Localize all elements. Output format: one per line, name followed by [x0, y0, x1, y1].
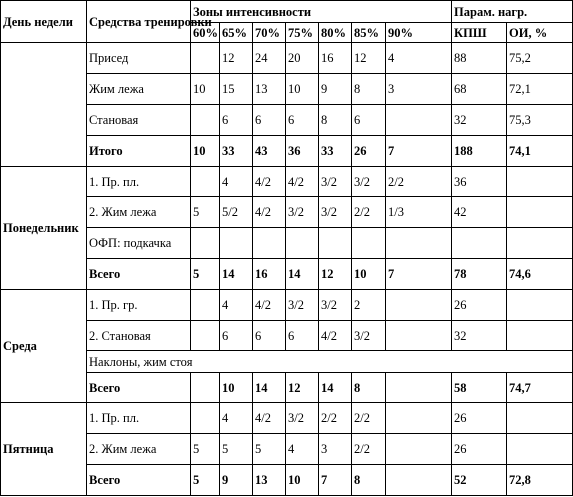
kpsh-cell	[452, 228, 507, 259]
exercise-name: 2. Жим лежа	[87, 434, 191, 465]
zone-cell: 33	[319, 135, 352, 166]
header-zones: Зоны интенсивности	[191, 1, 452, 23]
zone-col-header: 75%	[286, 23, 319, 43]
zone-cell: 6	[352, 105, 386, 136]
zone-cell: 4	[220, 166, 253, 197]
kpsh-cell: 88	[452, 43, 507, 74]
zone-cell: 4/2	[319, 320, 352, 351]
oi-cell: 74,6	[507, 259, 573, 290]
zone-cell: 9	[319, 74, 352, 105]
zone-cell: 6	[253, 105, 286, 136]
zone-cell: 14	[220, 259, 253, 290]
zone-cell	[386, 105, 452, 136]
total-row	[1, 372, 573, 403]
table-row	[1, 197, 573, 228]
zone-cell: 4/2	[253, 403, 286, 434]
zone-col-header: 70%	[253, 23, 286, 43]
exercise-name: Жим лежа	[87, 74, 191, 105]
zone-cell: 8	[319, 105, 352, 136]
oi-cell: 72,1	[507, 74, 573, 105]
table-row	[1, 289, 573, 320]
zone-cell: 7	[386, 259, 452, 290]
zone-cell	[286, 228, 319, 259]
exercise-name: 1. Пр. пл.	[87, 403, 191, 434]
zone-cell: 10	[352, 259, 386, 290]
zone-cell: 13	[253, 465, 286, 496]
oi-cell: 75,3	[507, 105, 573, 136]
zone-cell: 10	[286, 465, 319, 496]
zone-cell: 9	[220, 465, 253, 496]
total-label: Всего	[87, 259, 191, 290]
zone-cell: 5/2	[220, 197, 253, 228]
zone-cell	[191, 289, 220, 320]
total-row	[1, 135, 573, 166]
zone-cell: 20	[286, 43, 319, 74]
zone-cell: 3/2	[319, 289, 352, 320]
zone-cell: 3/2	[286, 197, 319, 228]
zone-cell: 7	[319, 465, 352, 496]
kpsh-cell: 36	[452, 166, 507, 197]
header-means: Средства тренировки	[87, 1, 191, 43]
oi-cell	[507, 320, 573, 351]
zone-cell: 5	[191, 197, 220, 228]
zone-cell: 16	[253, 259, 286, 290]
zone-cell: 10	[191, 74, 220, 105]
header-row-1	[1, 1, 573, 23]
zone-cell	[352, 228, 386, 259]
oi-cell: 74,7	[507, 372, 573, 403]
zone-cell: 5	[191, 465, 220, 496]
day-monday: Понедельник	[1, 166, 87, 289]
zone-cell: 10	[286, 74, 319, 105]
zone-cell: 24	[253, 43, 286, 74]
zone-cell: 26	[352, 135, 386, 166]
zone-cell: 12	[319, 259, 352, 290]
zone-cell: 2/2	[319, 403, 352, 434]
zone-cell: 8	[352, 74, 386, 105]
oi-cell: 72,8	[507, 465, 573, 496]
zone-cell: 6	[286, 320, 319, 351]
kpsh-cell: 26	[452, 289, 507, 320]
zone-cell	[386, 320, 452, 351]
exercise-name: 2. Жим лежа	[87, 197, 191, 228]
table-row	[1, 403, 573, 434]
zone-cell: 4	[220, 403, 253, 434]
zone-cell: 13	[253, 74, 286, 105]
zone-cell: 4/2	[253, 289, 286, 320]
zone-cell	[220, 228, 253, 259]
exercise-name: 2. Становая	[87, 320, 191, 351]
zone-cell: 6	[220, 105, 253, 136]
oi-cell	[507, 197, 573, 228]
oi-cell: 74,1	[507, 135, 573, 166]
zone-cell: 4	[286, 434, 319, 465]
zone-cell: 1/3	[386, 197, 452, 228]
header-params: Парам. нагр.	[452, 1, 573, 23]
table-row	[1, 228, 573, 259]
zone-cell: 6	[220, 320, 253, 351]
table-row	[1, 74, 573, 105]
zone-cell	[191, 403, 220, 434]
zone-cell: 5	[191, 434, 220, 465]
kpsh-cell: 32	[452, 320, 507, 351]
table-row	[1, 166, 573, 197]
zone-cell	[191, 372, 220, 403]
kpsh-cell: 188	[452, 135, 507, 166]
zone-cell: 33	[220, 135, 253, 166]
day-cell-empty	[1, 43, 87, 166]
zone-cell: 5	[191, 259, 220, 290]
kpsh-cell: 26	[452, 434, 507, 465]
kpsh-cell: 58	[452, 372, 507, 403]
zone-col-header: 90%	[386, 23, 452, 43]
total-label: Всего	[87, 465, 191, 496]
zone-cell	[319, 228, 352, 259]
zone-cell: 4	[386, 43, 452, 74]
zone-cell: 3/2	[352, 166, 386, 197]
total-label: Всего	[87, 372, 191, 403]
table-row	[1, 434, 573, 465]
total-label: Итого	[87, 135, 191, 166]
zone-col-header: 80%	[319, 23, 352, 43]
param-col-header: КПШ	[452, 23, 507, 43]
zone-cell	[191, 228, 220, 259]
table-row	[1, 320, 573, 351]
exercise-name: 1. Пр. гр.	[87, 289, 191, 320]
zone-col-header: 60%	[191, 23, 220, 43]
table-row	[1, 105, 573, 136]
zone-cell: 3	[386, 74, 452, 105]
zone-cell: 43	[253, 135, 286, 166]
zone-cell: 10	[220, 372, 253, 403]
zone-cell: 14	[319, 372, 352, 403]
zone-cell: 5	[220, 434, 253, 465]
zone-cell: 5	[253, 434, 286, 465]
zone-cell: 2/2	[352, 197, 386, 228]
oi-cell	[507, 228, 573, 259]
oi-cell	[507, 434, 573, 465]
zone-cell: 12	[352, 43, 386, 74]
zone-cell: 3/2	[286, 403, 319, 434]
exercise-name: Присед	[87, 43, 191, 74]
note-row	[1, 351, 573, 372]
zone-cell: 4/2	[253, 197, 286, 228]
day-friday: Пятница	[1, 403, 87, 496]
zone-cell: 4	[220, 289, 253, 320]
kpsh-cell: 78	[452, 259, 507, 290]
zone-cell	[386, 403, 452, 434]
zone-cell: 12	[286, 372, 319, 403]
zone-cell: 3/2	[286, 289, 319, 320]
zone-cell: 36	[286, 135, 319, 166]
oi-cell: 75,2	[507, 43, 573, 74]
zone-cell	[386, 434, 452, 465]
header-day: День недели	[1, 1, 87, 43]
zone-cell	[191, 320, 220, 351]
exercise-name: 1. Пр. пл.	[87, 166, 191, 197]
zone-cell	[386, 289, 452, 320]
zone-col-header: 85%	[352, 23, 386, 43]
zone-cell: 10	[191, 135, 220, 166]
zone-cell: 14	[253, 372, 286, 403]
zone-cell: 2	[352, 289, 386, 320]
zone-cell: 3/2	[352, 320, 386, 351]
zone-cell: 8	[352, 465, 386, 496]
kpsh-cell: 32	[452, 105, 507, 136]
exercise-name: ОФП: подкачка	[87, 228, 191, 259]
zone-cell: 3	[319, 434, 352, 465]
zone-cell: 2/2	[352, 403, 386, 434]
table-row	[1, 43, 573, 74]
oi-cell	[507, 289, 573, 320]
param-col-header: ОИ, %	[507, 23, 573, 43]
zone-cell	[386, 372, 452, 403]
zone-cell: 8	[352, 372, 386, 403]
exercise-name: Становая	[87, 105, 191, 136]
zone-cell	[253, 228, 286, 259]
zone-cell: 2/2	[386, 166, 452, 197]
zone-col-header: 65%	[220, 23, 253, 43]
note-cell: Наклоны, жим стоя	[87, 351, 573, 372]
zone-cell	[386, 228, 452, 259]
zone-cell: 14	[286, 259, 319, 290]
zone-cell: 7	[386, 135, 452, 166]
day-wednesday: Среда	[1, 289, 87, 403]
zone-cell: 6	[253, 320, 286, 351]
kpsh-cell: 42	[452, 197, 507, 228]
total-row	[1, 259, 573, 290]
oi-cell	[507, 166, 573, 197]
zone-cell: 2/2	[352, 434, 386, 465]
kpsh-cell: 68	[452, 74, 507, 105]
zone-cell: 16	[319, 43, 352, 74]
zone-cell: 3/2	[319, 197, 352, 228]
zone-cell: 6	[286, 105, 319, 136]
oi-cell	[507, 403, 573, 434]
zone-cell: 3/2	[319, 166, 352, 197]
zone-cell	[191, 105, 220, 136]
zone-cell	[386, 465, 452, 496]
zone-cell: 4/2	[253, 166, 286, 197]
zone-cell	[191, 166, 220, 197]
zone-cell: 12	[220, 43, 253, 74]
kpsh-cell: 52	[452, 465, 507, 496]
zone-cell: 15	[220, 74, 253, 105]
zone-cell: 4/2	[286, 166, 319, 197]
total-row	[1, 465, 573, 496]
zone-cell	[191, 43, 220, 74]
kpsh-cell: 26	[452, 403, 507, 434]
